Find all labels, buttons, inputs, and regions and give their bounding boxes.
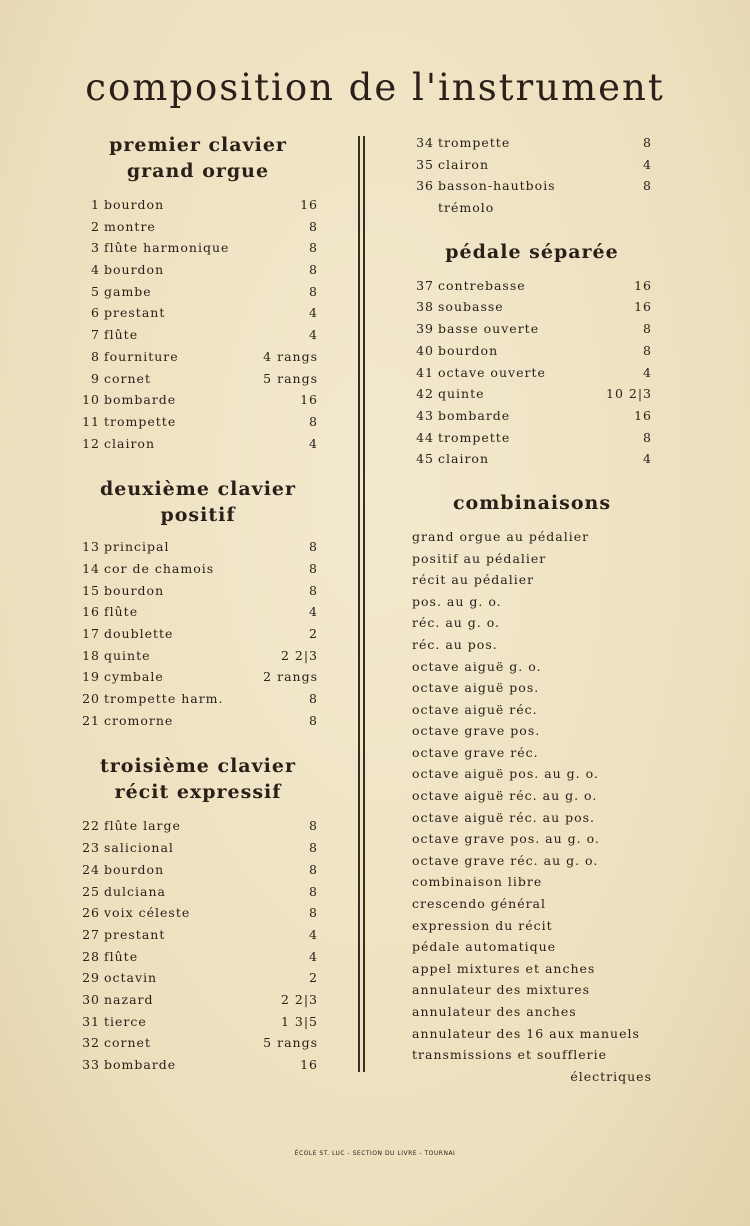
- section-heading: premier clavier: [109, 134, 287, 156]
- stop-row: [78, 623, 318, 645]
- stop-row: [78, 580, 318, 602]
- stop-name: quinte: [104, 647, 151, 663]
- stop-number: 38: [416, 299, 434, 315]
- stop-pitch: 8: [309, 560, 318, 576]
- stop-name: nazard: [104, 991, 154, 1007]
- stop-list-recit-continued: [412, 132, 652, 219]
- stop-name: prestant: [104, 305, 166, 321]
- stop-pitch: 8: [309, 883, 318, 899]
- stop-name: principal: [104, 539, 170, 555]
- stop-name: flûte harmonique: [104, 240, 230, 256]
- stop-pitch: 8: [309, 218, 318, 234]
- stop-row: [78, 1032, 318, 1054]
- stop-row: [412, 175, 652, 197]
- stop-row: [78, 967, 318, 989]
- left-column: [78, 132, 318, 1076]
- stop-pitch: 4: [309, 926, 318, 942]
- combination-item: octave aiguë pos.: [412, 680, 540, 696]
- stop-number: 4: [91, 262, 100, 278]
- stop-number: 39: [416, 321, 434, 337]
- stop-name: bombarde: [104, 1057, 177, 1072]
- stop-row: [78, 1054, 318, 1076]
- stop-row: [412, 448, 652, 470]
- stop-number: 5: [91, 283, 100, 299]
- stop-number: 17: [82, 626, 100, 641]
- stop-pitch: 8: [643, 135, 652, 150]
- stop-number: 7: [91, 327, 100, 343]
- stop-row: [412, 427, 652, 449]
- stop-row: [78, 688, 318, 710]
- stop-row: [412, 340, 652, 362]
- combination-item: annulateur des 16 aux manuels: [412, 1025, 640, 1041]
- combination-item: annulateur des anches: [412, 1004, 577, 1019]
- stop-pitch: 16: [300, 1057, 318, 1072]
- stop-row: [78, 666, 318, 688]
- stop-pitch: 4: [643, 156, 652, 172]
- stop-number: 35: [416, 156, 434, 172]
- stop-number: 19: [82, 669, 100, 685]
- stop-row: [78, 433, 318, 455]
- stop-number: 8: [91, 348, 100, 364]
- stop-name: trompette harm.: [104, 691, 224, 707]
- stop-name: flûte: [104, 948, 139, 964]
- combination-item-continuation: électriques: [570, 1068, 652, 1084]
- stop-number: 33: [82, 1057, 100, 1072]
- stop-row: [78, 902, 318, 924]
- stop-name: flûte: [104, 327, 139, 343]
- stop-number: 1: [91, 197, 100, 212]
- stop-pitch: 5 rangs: [263, 1035, 318, 1051]
- stop-name: tierce: [104, 1013, 147, 1029]
- stop-name: bourdon: [104, 861, 165, 877]
- stop-pitch: 8: [309, 861, 318, 877]
- stop-number: 9: [91, 370, 100, 386]
- stop-name: basse ouverte: [438, 321, 540, 337]
- stop-name: montre: [104, 218, 156, 234]
- stop-list-grand-orgue: [78, 194, 318, 454]
- stop-number: 40: [416, 342, 434, 358]
- stop-row: [78, 989, 318, 1011]
- combination-item: appel mixtures et anches: [412, 960, 596, 976]
- stop-row: [412, 132, 652, 154]
- stop-row: [78, 859, 318, 881]
- combination-item: expression du récit: [412, 917, 553, 933]
- stop-number: 43: [416, 407, 434, 423]
- stop-row: [78, 324, 318, 346]
- stop-name: trompette: [438, 429, 511, 445]
- stop-pitch: 10 2|3: [606, 386, 652, 402]
- combination-item: récit au pédalier: [412, 572, 535, 588]
- stop-row: [412, 296, 652, 318]
- stop-pitch: 8: [643, 321, 652, 337]
- combination-item: combinaison libre: [412, 874, 543, 890]
- stop-number: 27: [82, 926, 100, 942]
- stop-list-positif: [78, 536, 318, 731]
- stop-row: [78, 946, 318, 968]
- printer-imprint: ÉCOLE ST. LUC - SECTION DU LIVRE - TOURNAI: [294, 1150, 456, 1157]
- stop-number: 45: [416, 451, 434, 467]
- stop-row: [78, 194, 318, 216]
- column-divider-line: [363, 136, 365, 1072]
- stop-name: bourdon: [104, 582, 165, 598]
- stop-number: 44: [416, 429, 434, 445]
- stop-pitch: 8: [309, 840, 318, 856]
- stop-row: [78, 558, 318, 580]
- stop-name: cromorne: [104, 712, 174, 728]
- stop-number: 37: [416, 277, 434, 293]
- stop-pitch: 8: [309, 413, 318, 429]
- stop-pitch: 1 3|5: [280, 1013, 318, 1029]
- stop-number: 10: [82, 392, 100, 408]
- stop-row: [78, 710, 318, 732]
- stop-row: [78, 259, 318, 281]
- stop-pitch: 2: [309, 626, 318, 641]
- stop-pitch: 4: [309, 435, 318, 451]
- stop-name: dulciana: [104, 883, 167, 899]
- stop-number: 23: [82, 840, 100, 856]
- stop-row: [78, 368, 318, 390]
- stop-pitch: 8: [643, 342, 652, 358]
- stop-pitch: 4: [309, 604, 318, 620]
- stop-row: [78, 1011, 318, 1033]
- stop-number: 25: [82, 883, 100, 899]
- stop-pitch: 16: [634, 407, 652, 423]
- stop-name: cymbale: [104, 669, 164, 685]
- stop-pitch: 16: [634, 277, 652, 293]
- combination-item: octave aiguë réc.: [412, 701, 538, 717]
- stop-number: 11: [82, 413, 100, 429]
- stop-name: trompette: [438, 135, 511, 150]
- stop-row: [78, 237, 318, 259]
- stop-number: 41: [416, 364, 434, 380]
- column-divider-line: [358, 136, 360, 1072]
- right-column: [412, 132, 652, 1087]
- stop-pitch: 4: [643, 364, 652, 380]
- stop-pitch: 8: [309, 582, 318, 598]
- stop-number: 15: [82, 582, 100, 598]
- stop-pitch: 5 rangs: [263, 370, 318, 386]
- stop-name: flûte: [104, 604, 139, 620]
- combination-item: crescendo général: [412, 896, 547, 912]
- stop-row: [78, 411, 318, 433]
- combination-item: octave grave pos. au g. o.: [412, 831, 600, 847]
- stop-list-recit: [78, 815, 318, 1075]
- stop-row: [78, 645, 318, 667]
- combination-item: octave aiguë g. o.: [412, 658, 542, 674]
- stop-name: clairon: [438, 451, 490, 467]
- combination-item: grand orgue au pédalier: [412, 528, 590, 544]
- stop-pitch: 8: [309, 283, 318, 299]
- combination-item: octave aiguë réc. au g. o.: [412, 788, 598, 804]
- stop-pitch: 8: [309, 712, 318, 728]
- section-subheading: positif: [160, 504, 236, 527]
- combinations-list: [412, 526, 652, 1087]
- stop-name: gambe: [104, 283, 152, 299]
- stop-name: cor de chamois: [104, 560, 215, 576]
- stop-name: clairon: [438, 156, 490, 172]
- stop-pitch: 8: [309, 818, 318, 834]
- stop-pitch: 4: [309, 948, 318, 964]
- stop-number: 30: [82, 991, 100, 1007]
- stop-name: fourniture: [104, 348, 179, 364]
- stop-list-pedale: [412, 275, 652, 470]
- stop-name: soubasse: [438, 299, 504, 315]
- stop-row: [78, 536, 318, 558]
- stop-number: 16: [82, 604, 100, 620]
- combination-item: réc. au pos.: [412, 636, 498, 652]
- stop-number: 22: [82, 818, 100, 834]
- stop-number: 32: [82, 1035, 100, 1051]
- stop-row: [412, 275, 652, 297]
- stop-pitch: 8: [309, 691, 318, 707]
- stop-number: 18: [82, 647, 100, 663]
- stop-pitch: 2: [309, 970, 318, 986]
- stop-row: [78, 281, 318, 303]
- stop-name: bourdon: [104, 262, 165, 278]
- stop-name: bourdon: [438, 342, 499, 358]
- combination-item: octave aiguë pos. au g. o.: [412, 766, 599, 782]
- combination-item: octave aiguë réc. au pos.: [412, 809, 596, 825]
- stop-name: voix céleste: [104, 905, 191, 921]
- stop-pitch: 8: [309, 262, 318, 278]
- stop-name: flûte large: [104, 818, 181, 834]
- stop-pitch: 8: [309, 539, 318, 555]
- stop-pitch: 2 rangs: [263, 669, 318, 685]
- page-title: composition de l'instrument: [85, 66, 665, 109]
- combination-item: pédale automatique: [412, 939, 557, 955]
- section-heading: deuxième clavier: [99, 478, 297, 501]
- stop-number: 2: [91, 218, 100, 234]
- stop-row: [78, 881, 318, 903]
- stop-pitch: 8: [309, 905, 318, 921]
- stop-number: 26: [82, 905, 100, 921]
- stop-pitch: 8: [643, 178, 652, 194]
- stop-number: 29: [82, 970, 100, 986]
- stop-name: cornet: [104, 1035, 151, 1051]
- section-heading: combinaisons: [452, 491, 612, 514]
- stop-number: 20: [82, 691, 100, 707]
- stop-number: 28: [82, 948, 100, 964]
- stop-name: doublette: [104, 626, 174, 641]
- tremolo-row: trémolo: [438, 200, 495, 216]
- section-subheading: grand orgue: [126, 160, 270, 182]
- stop-number: 3: [91, 240, 100, 256]
- combination-item: réc. au g. o.: [412, 615, 501, 631]
- stop-number: 14: [82, 560, 100, 576]
- combination-item: octave grave réc. au g. o.: [412, 852, 599, 868]
- section-heading: pédale séparée: [445, 240, 619, 263]
- section-heading: troisième clavier: [100, 755, 296, 778]
- stop-name: prestant: [104, 926, 166, 942]
- stop-name: cornet: [104, 370, 151, 386]
- stop-number: 36: [416, 178, 434, 194]
- stop-number: 34: [416, 135, 434, 150]
- stop-name: salicional: [104, 840, 174, 856]
- stop-pitch: 16: [300, 392, 318, 408]
- stop-number: 12: [82, 435, 100, 451]
- stop-name: contrebasse: [438, 277, 526, 293]
- stop-pitch: 4: [309, 327, 318, 343]
- stop-pitch: 4: [643, 451, 652, 467]
- stop-name: clairon: [104, 435, 156, 451]
- stop-row: [412, 362, 652, 384]
- combination-item: octave grave pos.: [412, 723, 541, 739]
- combination-item: transmissions et soufflerie: [412, 1047, 607, 1063]
- stop-name: bombarde: [438, 407, 511, 423]
- stop-number: 24: [82, 861, 100, 877]
- stop-row: [78, 924, 318, 946]
- stop-pitch: 4: [309, 305, 318, 321]
- stop-number: 31: [82, 1013, 100, 1029]
- stop-row: [78, 216, 318, 238]
- stop-row: [412, 405, 652, 427]
- stop-pitch: 2 2|3: [280, 991, 318, 1007]
- stop-row: [78, 837, 318, 859]
- stop-number: 42: [416, 386, 434, 402]
- stop-row: [412, 383, 652, 405]
- stop-pitch: 8: [309, 240, 318, 256]
- stop-row: [412, 154, 652, 176]
- combination-item: annulateur des mixtures: [412, 982, 591, 998]
- stop-number: 6: [91, 305, 100, 321]
- stop-row: [78, 601, 318, 623]
- stop-name: basson-hautbois: [438, 178, 556, 194]
- stop-name: bourdon: [104, 197, 165, 212]
- stop-number: 21: [82, 712, 100, 728]
- stop-name: bombarde: [104, 392, 177, 408]
- stop-name: quinte: [438, 386, 485, 402]
- stop-pitch: 4 rangs: [263, 348, 318, 364]
- stop-name: octave ouverte: [438, 364, 546, 380]
- stop-row: [78, 389, 318, 411]
- stop-name: trompette: [104, 413, 177, 429]
- stop-name: octavin: [104, 970, 158, 986]
- combination-item: positif au pédalier: [412, 550, 547, 566]
- combination-item: octave grave réc.: [412, 744, 539, 760]
- stop-row: [412, 318, 652, 340]
- stop-pitch: 16: [300, 197, 318, 212]
- stop-number: 13: [82, 539, 100, 555]
- stop-row: [78, 346, 318, 368]
- stop-row: [78, 815, 318, 837]
- stop-pitch: 8: [643, 429, 652, 445]
- section-subheading: récit expressif: [114, 781, 282, 804]
- stop-pitch: 16: [634, 299, 652, 315]
- stop-pitch: 2 2|3: [280, 647, 318, 663]
- stop-row: [78, 302, 318, 324]
- combination-item: pos. au g. o.: [412, 593, 502, 609]
